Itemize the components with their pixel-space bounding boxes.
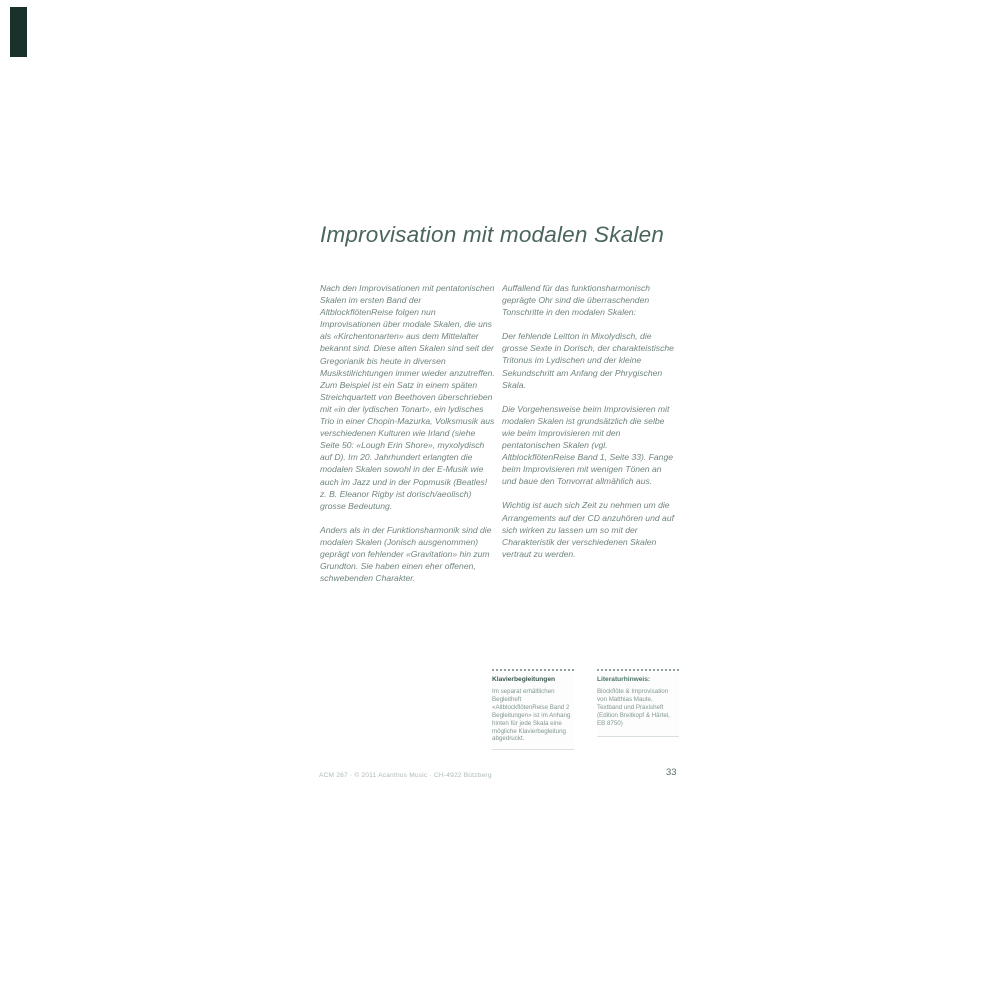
piano-accompaniment-box — [492, 669, 574, 750]
paragraph: Nach den Improvisationen mit pentatonischen Skalen im ersten Band der AltblockflötenReise folgen nun Improvisationen über modale Skalen, die uns als «Kirchentonarten» aus dem Mittelalter bekannt sind. Diese alten Skalen sind seit der Gregorianik bis heute in diversen Musikstilrichtungen immer wieder anzutreffen. Zum Beispiel ist ein Satz in einem späten Streichquartett von Beethoven überschrieben mit «in der lydischen Tonart», ein lydisches Trio in einer Chopin-Mazurka, Volksmusik aus verschiedenen Kulturen wie Irland (siehe Seite 50: «Lough Erin Shore», myxolydisch auf D). Im 20. Jahrhundert erlangten die modalen Skalen sowohl in der E-Musik wie auch im Jazz und in der Popmusik (Beatles! z. B. Eleanor Rigby ist dorisch/aeolisch) grosse Bedeutung. — [320, 283, 495, 511]
paragraph: Wichtig ist auch sich Zeit zu nehmen um die Arrangements auf der CD anzuhören und auf sich wirken zu lassen um so mit der Charakteristik der verschiedenen Skalen vertraut zu werden. — [502, 500, 674, 559]
text-column-right — [502, 282, 677, 572]
paragraph: Anders als in der Funktionsharmonik sind die modalen Skalen (Jonisch ausgenommen) geprägt von fehlender «Gravitation» hin zum Grundton. Sie haben einen eher offenen, schwebenden Charakter. — [320, 524, 492, 584]
paragraph: Die Vorgehensweise beim Improvisieren mit modalen Skalen ist grundsätzlich die selbe wie beim Improvisieren mit den pentatonischen Skalen (vgl. AltblockflötenReise Band 1, Seite 33). Fange beim Improvisieren mit wenigen Tönen an und baue den Tonvorrat allmählich aus. — [502, 403, 674, 487]
info-box-body: Im separat erhältlichen Begleitheft «AltblockflötenReise Band 2 Begleitungen» ist im Anhang hinten für jede Skala eine mögliche Klavierbegleitung abgedruckt. — [492, 688, 571, 743]
literature-reference-box — [597, 669, 679, 737]
info-box-body: Blockflöte & Improvisation von Matthias Maute, Textband und Praxisheft (Edition Breitkopf & Härtel, EB 8750) — [597, 688, 670, 727]
info-box-title: Klavierbegleitungen — [492, 676, 556, 683]
paragraph: Auffallend für das funktionsharmonisch geprägte Ohr sind die überraschenden Tonschritte in den modalen Skalen: — [502, 283, 651, 318]
page-number: 33 — [666, 767, 677, 778]
page-title: Improvisation mit modalen Skalen — [320, 222, 665, 247]
info-box-title: Literaturhinweis: — [597, 676, 651, 683]
imprint-line: ACM 267 · © 2011 Acanthus Music · CH-4922 Bützberg — [319, 772, 492, 779]
text-column-left — [320, 282, 495, 596]
page-edge-mark — [10, 7, 27, 57]
paragraph: Der fehlende Leitton in Mixolydisch, die grosse Sexte in Dorisch, der charakteistische Tritonus im Lydischen und der kleine Sekundschritt am Anfang der Phrygischen Skala. — [502, 331, 674, 390]
